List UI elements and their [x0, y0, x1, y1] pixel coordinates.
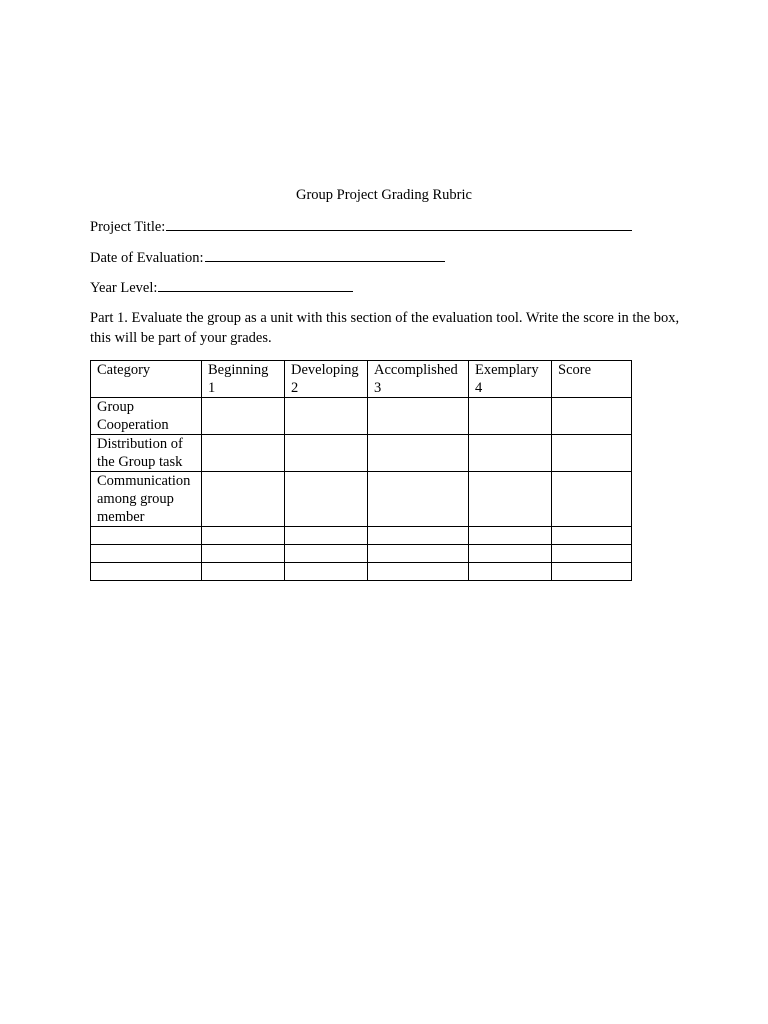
developing-cell[interactable] [285, 398, 368, 435]
beginning-cell[interactable] [202, 435, 285, 472]
table-header-row [91, 361, 632, 398]
exemplary-cell[interactable] [469, 472, 552, 527]
score-cell[interactable] [552, 563, 632, 581]
developing-cell[interactable] [285, 435, 368, 472]
category-cell: Distribution of the Group task [91, 435, 202, 472]
exemplary-cell[interactable] [469, 527, 552, 545]
exemplary-cell[interactable] [469, 435, 552, 472]
exemplary-cell[interactable] [469, 398, 552, 435]
table-row [91, 563, 632, 581]
exemplary-cell[interactable] [469, 563, 552, 581]
date-of-evaluation-blank[interactable] [205, 247, 445, 262]
accomplished-cell[interactable] [368, 545, 469, 563]
accomplished-cell[interactable] [368, 472, 469, 527]
score-cell[interactable] [552, 472, 632, 527]
header-exemplary: Exemplary 4 [469, 361, 552, 398]
part1-instructions: Part 1. Evaluate the group as a unit with this section of the evaluation tool. Write the score in the box, this will be part of your grades. [90, 310, 680, 346]
project-title-field [90, 216, 632, 237]
beginning-cell[interactable] [202, 563, 285, 581]
header-accomplished: Accomplished 3 [368, 361, 469, 398]
rubric-table [90, 360, 632, 581]
developing-cell[interactable] [285, 527, 368, 545]
year-level-field [90, 277, 353, 298]
table-row [91, 435, 632, 472]
beginning-cell[interactable] [202, 545, 285, 563]
beginning-cell[interactable] [202, 527, 285, 545]
beginning-cell[interactable] [202, 398, 285, 435]
score-cell[interactable] [552, 545, 632, 563]
table-row [91, 545, 632, 563]
project-title-blank[interactable] [166, 216, 632, 231]
header-category: Category [91, 361, 202, 398]
exemplary-cell[interactable] [469, 545, 552, 563]
year-level-label: Year Level: [90, 280, 158, 296]
score-cell[interactable] [552, 435, 632, 472]
category-cell[interactable] [91, 563, 202, 581]
accomplished-cell[interactable] [368, 527, 469, 545]
table-row [91, 527, 632, 545]
developing-cell[interactable] [285, 563, 368, 581]
accomplished-cell[interactable] [368, 563, 469, 581]
category-cell[interactable] [91, 527, 202, 545]
table-row [91, 472, 632, 527]
score-cell[interactable] [552, 398, 632, 435]
accomplished-cell[interactable] [368, 398, 469, 435]
category-cell: Group Cooperation [91, 398, 202, 435]
table-row [91, 398, 632, 435]
score-cell[interactable] [552, 527, 632, 545]
accomplished-cell[interactable] [368, 435, 469, 472]
developing-cell[interactable] [285, 472, 368, 527]
date-of-evaluation-field [90, 247, 445, 268]
category-cell: Communication among group member [91, 472, 202, 527]
project-title-label: Project Title: [90, 219, 166, 235]
date-of-evaluation-label: Date of Evaluation: [90, 250, 204, 266]
header-score: Score [552, 361, 632, 398]
header-beginning: Beginning 1 [202, 361, 285, 398]
category-cell[interactable] [91, 545, 202, 563]
header-developing: Developing 2 [285, 361, 368, 398]
document-title: Group Project Grading Rubric [296, 187, 472, 203]
beginning-cell[interactable] [202, 472, 285, 527]
year-level-blank[interactable] [158, 277, 353, 292]
developing-cell[interactable] [285, 545, 368, 563]
